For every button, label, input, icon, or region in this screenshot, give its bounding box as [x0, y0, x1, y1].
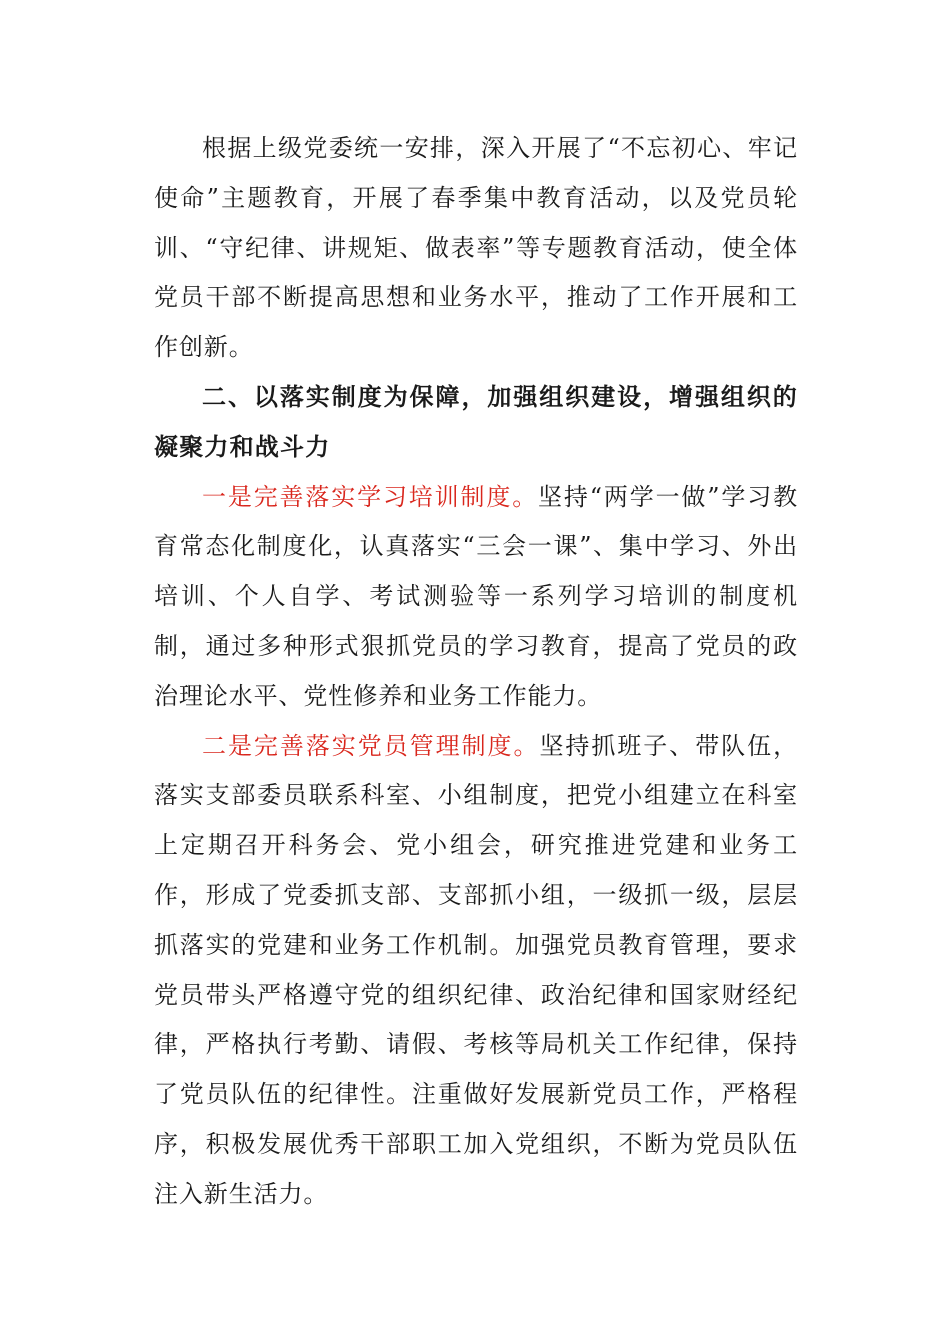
document-page	[154, 124, 798, 1220]
item1-body: 坚持“两学一做”学习教育常态化制度化，认真落实“三会一课”、集中学习、外出培训、个人自学、考试测验等一系列学习培训的制度机制，通过多种形式狠抓党员的学习教育，提高了党员的政治理论水平、党性修养和业务工作能力。	[154, 482, 798, 710]
item2-body: 坚持抓班子、带队伍，落实支部委员联系科室、小组制度，把党小组建立在科室上定期召开科务会、党小组会，研究推进党建和业务工作，形成了党委抓支部、支部抓小组，一级抓一级，层层抓落实的党建和业务工作机制。加强党员教育管理，要求党员带头严格遵守党的组织纪律、政治纪律和国家财经纪律，严格执行考勤、请假、考核等局机关工作纪律，保持了党员队伍的纪律性。注重做好发展新党员工作，严格程序，积极发展优秀干部职工加入党组织，不断为党员队伍注入新生活力。	[154, 731, 798, 1208]
paragraph-member-management-system	[154, 722, 798, 1220]
section-heading-2: 二、以落实制度为保障，加强组织建设，增强组织的凝聚力和战斗力	[154, 382, 798, 461]
item1-lead: 一是完善落实学习培训制度。	[202, 482, 539, 511]
paragraph-education-activities: 根据上级党委统一安排，深入开展了“不忘初心、牢记使命”主题教育，开展了春季集中教育活动，以及党员轮训、“守纪律、讲规矩、做表率”等专题教育活动，使全体党员干部不断提高思想和业务水平，推动了工作开展和工作创新。	[154, 134, 798, 362]
paragraph-study-training-system	[154, 473, 798, 722]
item2-lead: 二是完善落实党员管理制度。	[202, 731, 540, 760]
